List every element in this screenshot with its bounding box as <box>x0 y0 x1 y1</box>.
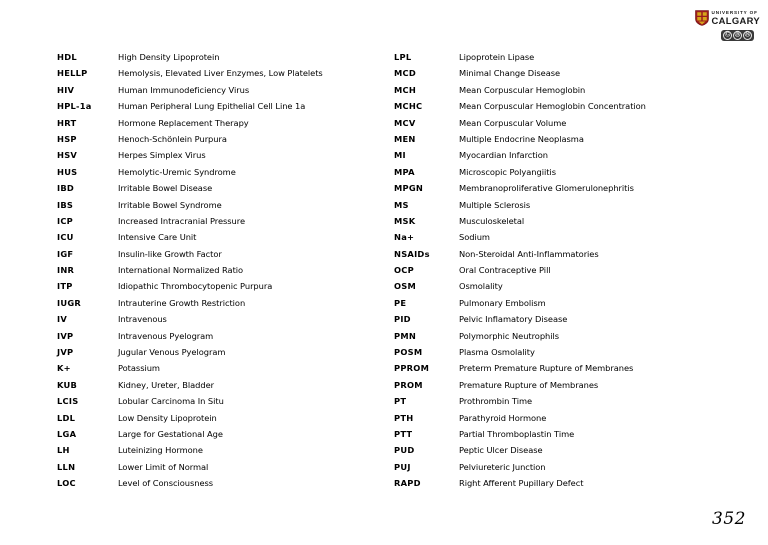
glossary-abbreviation: IUGR <box>57 297 82 308</box>
glossary-definition: Luteinizing Hormone <box>118 445 203 456</box>
glossary-entry <box>57 131 384 147</box>
glossary-abbreviation: LPL <box>394 52 412 62</box>
glossary-entry <box>57 115 384 131</box>
glossary-definition: Sodium <box>459 232 490 243</box>
glossary-definition: Oral Contraceptive Pill <box>459 265 551 276</box>
glossary-abbreviation: JVP <box>57 347 74 358</box>
glossary-entry <box>57 459 384 475</box>
glossary-abbreviation: PUJ <box>394 461 411 472</box>
glossary-abbreviation: MCHC <box>394 101 423 112</box>
glossary-entry <box>394 262 768 278</box>
glossary-definition: Lower Limit of Normal <box>118 461 209 472</box>
glossary-abbreviation: NSAIDs <box>394 248 430 259</box>
glossary-abbreviation: PPROM <box>394 363 430 374</box>
glossary-entry <box>57 442 384 458</box>
glossary-abbreviation: MSK <box>394 215 416 226</box>
glossary-abbreviation: PUD <box>394 445 415 456</box>
glossary-entry <box>57 262 384 278</box>
glossary-abbreviation: IGF <box>57 248 74 259</box>
attribution-icon: Ⓑ <box>733 31 742 40</box>
glossary-entry <box>394 65 768 81</box>
glossary-definition: Membranoproliferative Glomerulonephritis <box>459 183 634 194</box>
glossary-definition: Osmolality <box>459 281 503 292</box>
glossary-entry <box>394 426 768 442</box>
glossary-definition: Pelvic Inflamatory Disease <box>459 314 568 325</box>
glossary-entry <box>394 115 768 131</box>
glossary-entry <box>57 360 384 376</box>
glossary-column-left <box>0 49 384 492</box>
glossary-definition: Preterm Premature Rupture of Membranes <box>459 363 634 374</box>
glossary-abbreviation: HIV <box>57 84 75 95</box>
glossary-abbreviation: ITP <box>57 281 73 292</box>
glossary-definition: Hormone Replacement Therapy <box>118 117 249 128</box>
glossary-entry <box>394 344 768 360</box>
glossary-abbreviation: PE <box>394 297 407 308</box>
glossary-abbreviation: IBS <box>57 199 74 210</box>
glossary-definition: Irritable Bowel Syndrome <box>118 199 222 210</box>
glossary-definition: Lobular Carcinoma In Situ <box>118 396 224 407</box>
glossary-entry <box>394 98 768 114</box>
glossary-abbreviation: HDL <box>57 52 77 62</box>
glossary-definition: Herpes Simplex Virus <box>118 150 206 161</box>
glossary-definition: Microscopic Polyangiitis <box>459 166 556 177</box>
university-logo <box>695 10 760 26</box>
glossary-entry <box>394 410 768 426</box>
glossary-abbreviation: LDL <box>57 412 76 423</box>
glossary-entry <box>394 229 768 245</box>
glossary-definition: Pelviureteric Junction <box>459 461 546 472</box>
glossary-abbreviation: OSM <box>394 281 417 292</box>
glossary-entry <box>394 246 768 262</box>
glossary-entry <box>394 180 768 196</box>
glossary-abbreviation: LLN <box>57 461 76 472</box>
glossary-abbreviation: HPL-1a <box>57 101 92 112</box>
glossary-abbreviation: PTT <box>394 428 413 439</box>
glossary-entry <box>394 393 768 409</box>
glossary-entry <box>57 197 384 213</box>
wordmark-line-university-of: UNIVERSITY OF <box>711 9 758 15</box>
glossary-entry <box>394 147 768 163</box>
glossary-definition: Idiopathic Thrombocytopenic Purpura <box>118 281 273 292</box>
glossary-abbreviation: PMN <box>394 330 417 341</box>
glossary-definition: Jugular Venous Pyelogram <box>118 347 226 358</box>
glossary-abbreviation: MEN <box>394 133 416 144</box>
glossary-entry <box>57 328 384 344</box>
glossary-abbreviation: IBD <box>57 183 75 194</box>
glossary-definition: Increased Intracranial Pressure <box>118 215 245 226</box>
creative-commons-icon: Ⓒ <box>723 31 732 40</box>
glossary-entry <box>57 49 384 65</box>
glossary-definition: Kidney, Ureter, Bladder <box>118 379 214 390</box>
glossary-abbreviation: MPGN <box>394 183 424 194</box>
glossary-abbreviation: HELLP <box>57 68 88 79</box>
glossary-definition: Non-Steroidal Anti-Inflammatories <box>459 248 599 259</box>
glossary-abbreviation: IV <box>57 314 68 325</box>
glossary-definition: Henoch-Schönlein Purpura <box>118 133 227 144</box>
glossary-abbreviation: PROM <box>394 379 423 390</box>
glossary-abbreviation: PID <box>394 314 411 325</box>
glossary-entry <box>57 82 384 98</box>
glossary-definition: Intrauterine Growth Restriction <box>118 297 246 308</box>
page-number: 352 <box>712 509 746 529</box>
glossary-entry <box>394 82 768 98</box>
branding-block <box>668 10 760 41</box>
creative-commons-badge[interactable] <box>721 30 754 41</box>
glossary-definition: Mean Corpuscular Hemoglobin <box>459 84 586 95</box>
glossary-entry <box>394 360 768 376</box>
glossary-abbreviation: POSM <box>394 347 423 358</box>
glossary-abbreviation: HSV <box>57 150 78 161</box>
glossary-entry <box>57 213 384 229</box>
glossary-definition: Human Peripheral Lung Epithelial Cell Line 1a <box>118 101 306 112</box>
glossary-definition: Musculoskeletal <box>459 215 525 226</box>
glossary-definition: Lipoprotein Lipase <box>459 52 535 62</box>
glossary-definition: Right Afferent Pupillary Defect <box>459 478 584 489</box>
glossary-abbreviation: PTH <box>394 412 414 423</box>
glossary-definition: International Normalized Ratio <box>118 265 244 276</box>
glossary-entry <box>57 98 384 114</box>
glossary-definition: Mean Corpuscular Volume <box>459 117 567 128</box>
glossary-definition: Large for Gestational Age <box>118 428 223 439</box>
glossary-abbreviation: OCP <box>394 265 414 276</box>
glossary-abbreviation: ICP <box>57 215 74 226</box>
wordmark-line-calgary: CALGARY <box>711 15 760 27</box>
glossary-entry <box>394 377 768 393</box>
glossary-entry <box>57 377 384 393</box>
glossary-entry <box>394 311 768 327</box>
glossary-definition: Level of Consciousness <box>118 478 214 489</box>
noncommercial-icon: Ⓝ <box>743 31 752 40</box>
glossary-entry <box>394 213 768 229</box>
glossary-abbreviation: HSP <box>57 133 77 144</box>
glossary-definition: Pulmonary Embolism <box>459 297 546 308</box>
shield-icon <box>695 10 709 26</box>
glossary-entry <box>394 197 768 213</box>
glossary-entry <box>394 459 768 475</box>
glossary-entry <box>57 180 384 196</box>
glossary-definition: Hemolysis, Elevated Liver Enzymes, Low Platelets <box>118 68 323 79</box>
glossary-abbreviation: MCH <box>394 84 417 95</box>
glossary-definition: Myocardian Infarction <box>459 150 548 161</box>
glossary-abbreviation: K+ <box>57 363 71 374</box>
glossary-definition: Human Immunodeficiency Virus <box>118 84 250 95</box>
glossary-definition: Partial Thromboplastin Time <box>459 428 575 439</box>
university-wordmark <box>712 11 760 26</box>
glossary-entry <box>394 295 768 311</box>
glossary-abbreviation: MS <box>394 199 409 210</box>
glossary-entry <box>57 229 384 245</box>
glossary-abbreviation: RAPD <box>394 478 421 489</box>
glossary-abbreviation: HRT <box>57 117 77 128</box>
abbreviations-glossary <box>0 49 768 492</box>
glossary-definition: Minimal Change Disease <box>459 68 561 79</box>
glossary-entry <box>394 164 768 180</box>
glossary-abbreviation: ICU <box>57 232 74 243</box>
glossary-entry <box>57 278 384 294</box>
glossary-definition: Insulin-like Growth Factor <box>118 248 222 259</box>
glossary-abbreviation: MCD <box>394 68 416 79</box>
glossary-entry <box>57 475 384 491</box>
glossary-definition: Mean Corpuscular Hemoglobin Concentration <box>459 101 646 112</box>
glossary-column-right <box>384 49 768 492</box>
glossary-entry <box>394 49 768 65</box>
glossary-abbreviation: LCIS <box>57 396 79 407</box>
glossary-definition: Multiple Sclerosis <box>459 199 531 210</box>
glossary-definition: Plasma Osmolality <box>459 347 535 358</box>
glossary-definition: Low Density Lipoprotein <box>118 412 217 423</box>
glossary-abbreviation: LOC <box>57 478 76 489</box>
glossary-abbreviation: MCV <box>394 117 416 128</box>
glossary-definition: Multiple Endocrine Neoplasma <box>459 133 584 144</box>
glossary-abbreviation: LH <box>57 445 70 456</box>
glossary-definition: Premature Rupture of Membranes <box>459 379 599 390</box>
glossary-definition: Intravenous Pyelogram <box>118 330 214 341</box>
glossary-entry <box>394 475 768 491</box>
glossary-entry <box>394 442 768 458</box>
glossary-entry <box>394 328 768 344</box>
glossary-abbreviation: LGA <box>57 428 77 439</box>
glossary-entry <box>57 311 384 327</box>
glossary-abbreviation: INR <box>57 265 75 276</box>
glossary-abbreviation: MPA <box>394 166 415 177</box>
glossary-entry <box>57 410 384 426</box>
glossary-abbreviation: PT <box>394 396 407 407</box>
glossary-abbreviation: KUB <box>57 379 78 390</box>
glossary-entry <box>57 246 384 262</box>
glossary-entry <box>57 65 384 81</box>
glossary-abbreviation: HUS <box>57 166 78 177</box>
glossary-definition: Intensive Care Unit <box>118 232 197 243</box>
glossary-definition: Potassium <box>118 363 160 374</box>
glossary-entry <box>394 131 768 147</box>
glossary-entry <box>57 164 384 180</box>
glossary-definition: Intravenous <box>118 314 167 325</box>
glossary-definition: High Density Lipoprotein <box>118 52 220 62</box>
glossary-entry <box>57 344 384 360</box>
glossary-definition: Peptic Ulcer Disease <box>459 445 543 456</box>
glossary-definition: Parathyroid Hormone <box>459 412 547 423</box>
glossary-definition: Irritable Bowel Disease <box>118 183 213 194</box>
glossary-entry <box>57 295 384 311</box>
glossary-abbreviation: MI <box>394 150 406 161</box>
glossary-abbreviation: Na+ <box>394 232 415 243</box>
glossary-definition: Prothrombin Time <box>459 396 533 407</box>
glossary-entry <box>57 426 384 442</box>
glossary-entry <box>57 147 384 163</box>
glossary-abbreviation: IVP <box>57 330 74 341</box>
glossary-definition: Polymorphic Neutrophils <box>459 330 560 341</box>
glossary-entry <box>57 393 384 409</box>
glossary-definition: Hemolytic-Uremic Syndrome <box>118 166 236 177</box>
glossary-entry <box>394 278 768 294</box>
